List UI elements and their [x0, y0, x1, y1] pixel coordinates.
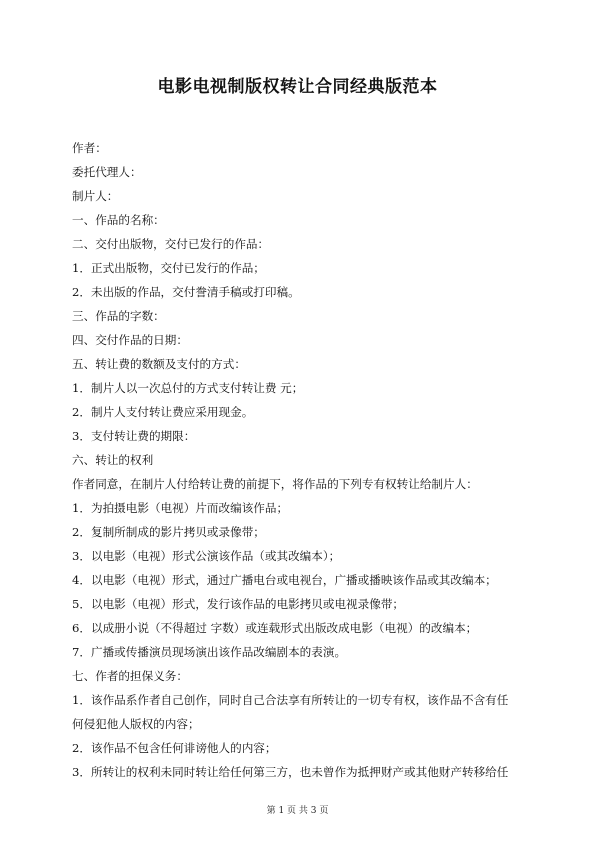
list-item: 1．制片人以一次总付的方式支付转让费 元； [72, 381, 304, 395]
list-item: 3．支付转让费的期限： [72, 429, 196, 443]
list-item: 2．复制所制成的影片拷贝或录像带； [72, 525, 265, 539]
section-heading-fee: 五、转让费的数额及支付的方式： [72, 357, 246, 371]
body-line-author: 作者： [72, 141, 107, 155]
list-item: 6．以成册小说（不得超过 字数）或连载形式出版改成电影（电视）的改编本； [72, 621, 478, 635]
list-item: 3．所转让的权利未同时转让给任何第三方，也未曾作为抵押财产或其他财产转移给任 [72, 765, 509, 779]
paragraph: 作者同意，在制片人付给转让费的前提下，将作品的下列专有权转让给制片人： [72, 477, 478, 491]
document-body [72, 136, 542, 784]
document-title: 电影电视制版权转让合同经典版范本 [157, 77, 438, 97]
list-item: 5．以电影（电视）形式，发行该作品的电影拷贝或电视录像带； [72, 597, 405, 611]
list-item: 2．未出版的作品，交付誊清手稿或打印稿。 [72, 285, 300, 299]
section-heading-word-count: 三、作品的字数： [72, 309, 165, 323]
list-item: 1．该作品系作者自己创作，同时自己合法享有所转让的一切专有权，该作品不含有任 [72, 693, 509, 707]
list-item: 2．制片人支付转让费应采用现金。 [72, 405, 254, 419]
body-line-producer: 制片人： [72, 189, 119, 203]
body-line-agent: 委托代理人： [72, 165, 142, 179]
page-number-footer: 第 1 页 共 3 页 [266, 806, 329, 816]
list-item: 7．广播或传播演员现场演出该作品改编剧本的表演。 [72, 645, 347, 659]
list-item: 2．该作品不包含任何诽谤他人的内容； [72, 741, 277, 755]
section-heading-delivery: 二、交付出版物，交付已发行的作品： [72, 237, 270, 251]
section-heading-delivery-date: 四、交付作品的日期： [72, 333, 188, 347]
section-heading-work-name: 一、作品的名称： [72, 213, 165, 227]
section-heading-rights: 六、转让的权利 [72, 453, 154, 467]
list-item: 1．为拍摄电影（电视）片而改编该作品； [72, 501, 289, 515]
list-item: 4．以电影（电视）形式，通过广播电台或电视台，广播或播映该作品或其改编本； [72, 573, 497, 587]
section-heading-warranty: 七、作者的担保义务： [72, 669, 188, 683]
list-item-continuation: 何侵犯他人版权的内容； [72, 717, 200, 731]
list-item: 3．以电影（电视）形式公演该作品（或其改编本）； [72, 549, 341, 563]
list-item: 1．正式出版物，交付已发行的作品； [72, 261, 265, 275]
